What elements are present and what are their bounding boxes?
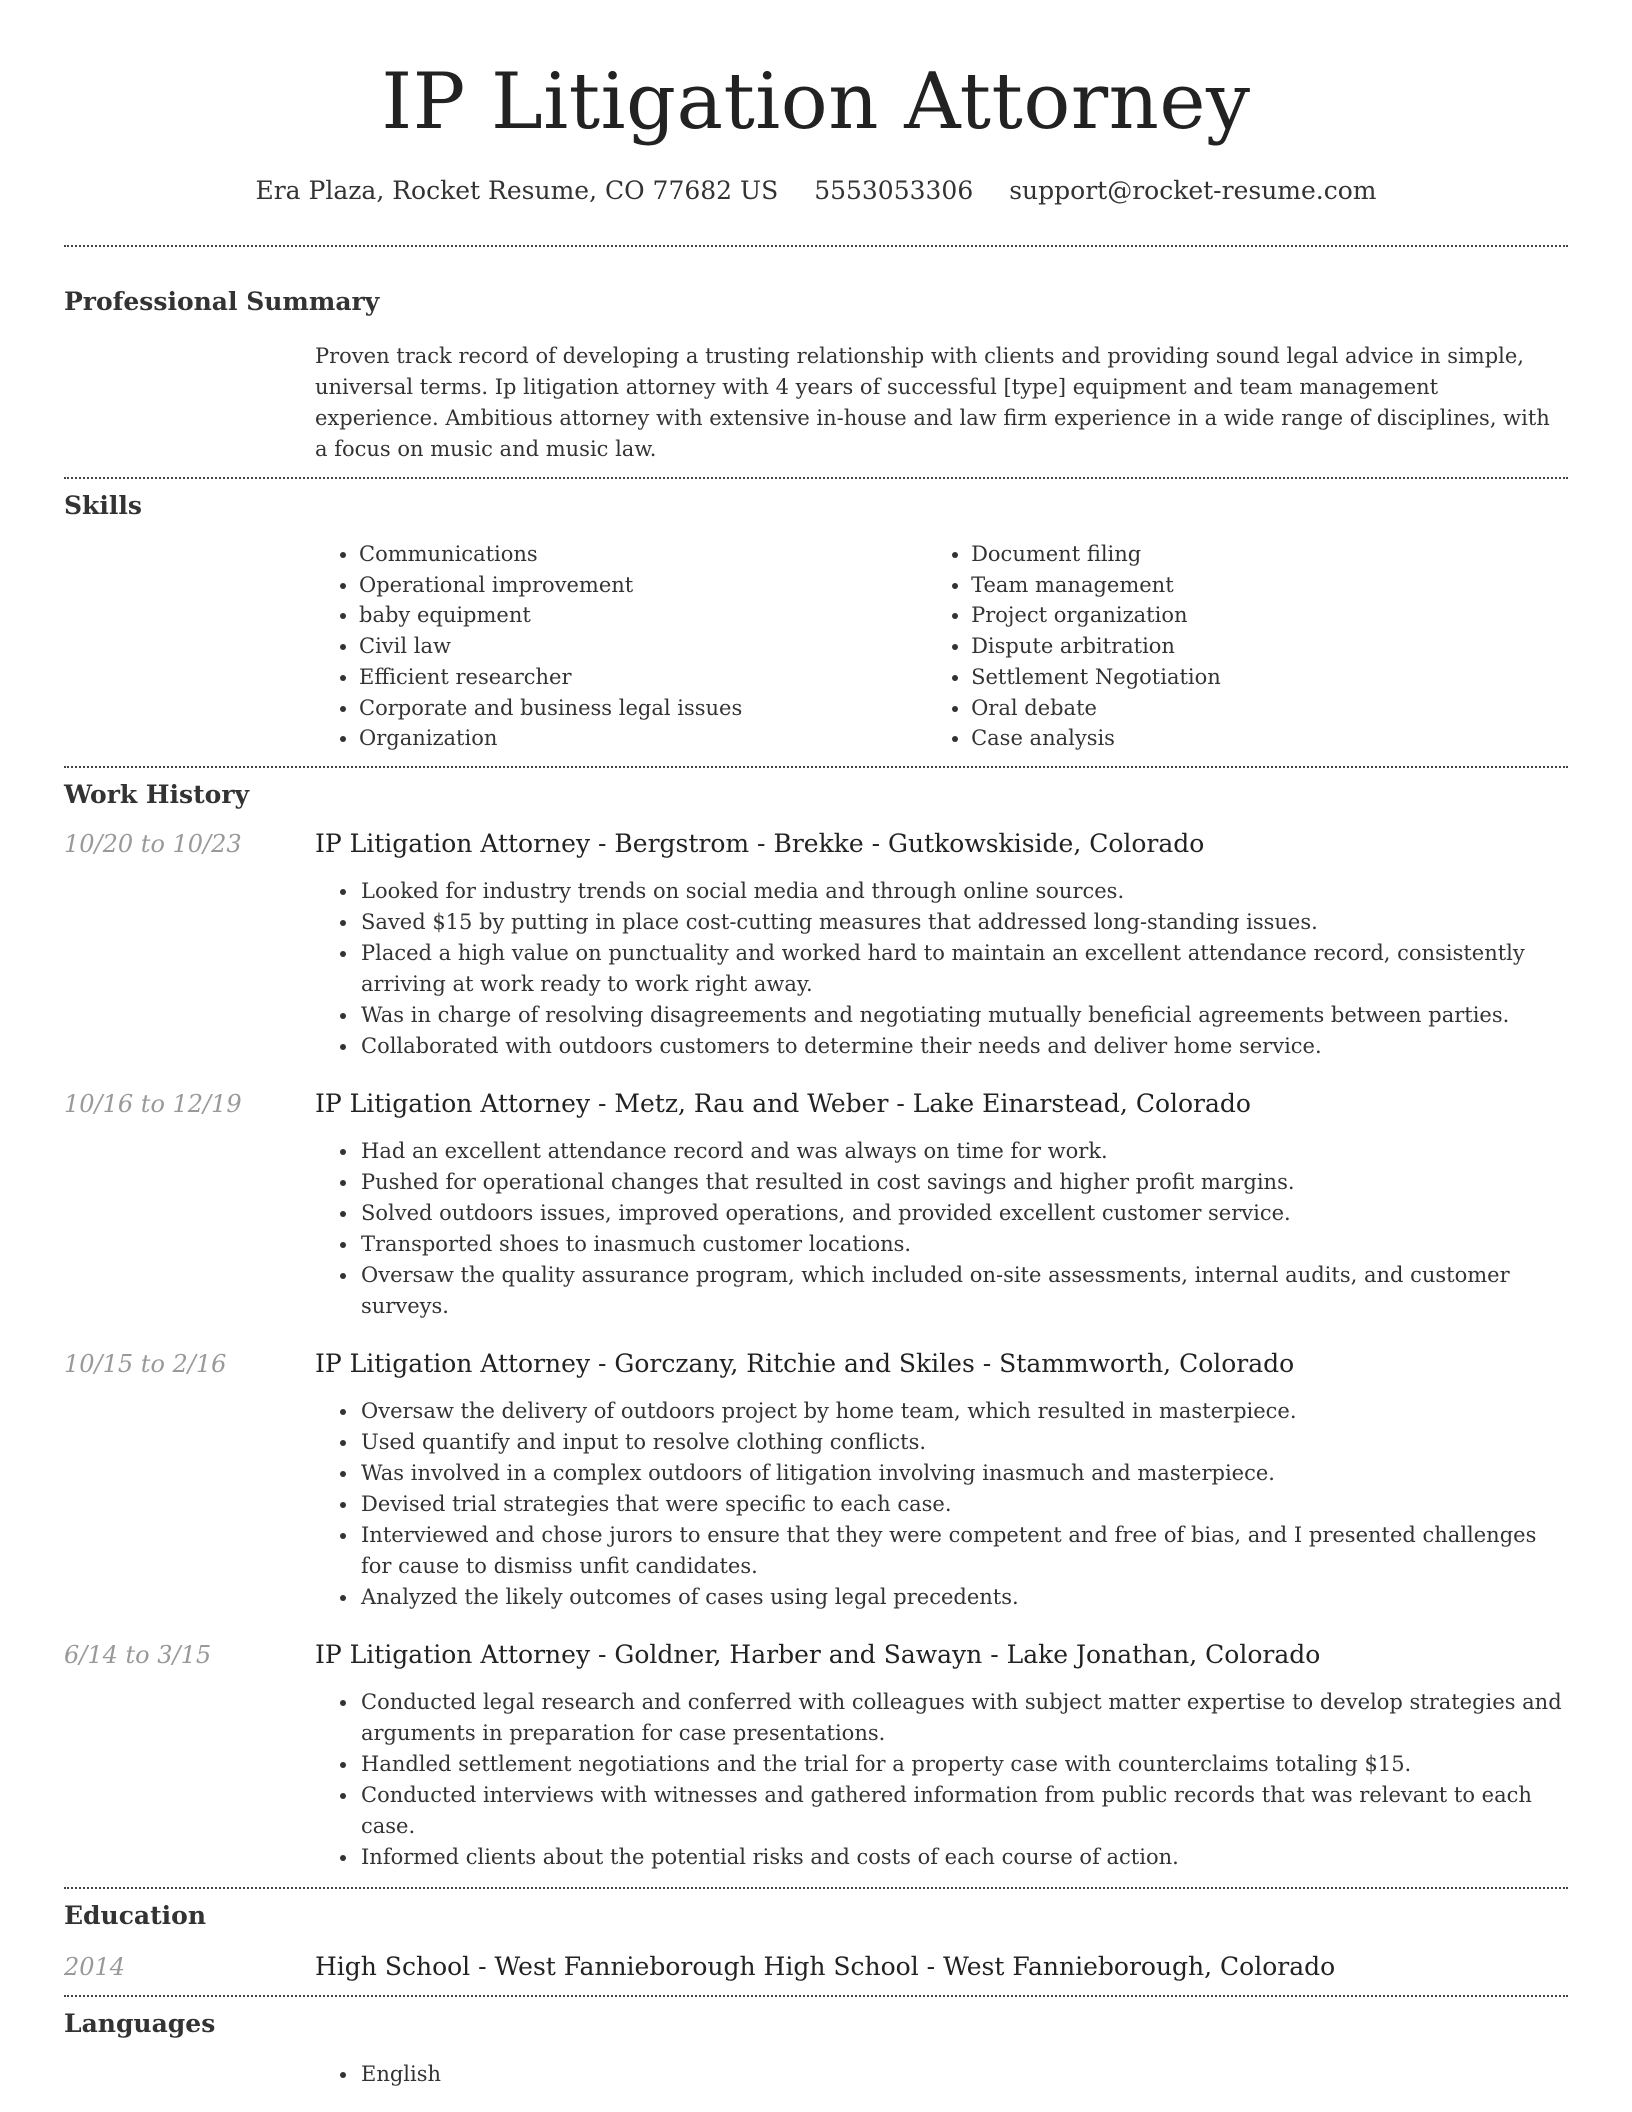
skill-item: • Civil law <box>359 631 927 662</box>
job-bullet: • Was in charge of resolving disagreements and negotiating mutually beneficial agreements between parties. <box>359 1000 1568 1031</box>
skill-item: • baby equipment <box>359 600 927 631</box>
job-bullet: • Looked for industry trends on social media and through online sources. <box>359 876 1568 907</box>
job-heading: IP Litigation Attorney - Bergstrom - Brekke - Gutkowskiside, Colorado <box>315 828 1205 858</box>
language-item: • English <box>359 2059 1568 2090</box>
education-heading: Education <box>64 1900 207 1930</box>
summary-heading: Professional Summary <box>64 287 380 316</box>
job-bullet: • Used quantify and input to resolve clothing conflicts. <box>359 1427 1568 1458</box>
job-bullet: • Conducted interviews with witnesses and gathered information from public records that was relevant to each case. <box>359 1780 1568 1842</box>
job-dates: 10/15 to 2/16 <box>64 1349 227 1378</box>
skill-item: • Organization <box>359 723 927 754</box>
job-bullet: • Interviewed and chose jurors to ensure that they were competent and free of bias, and I presented challenges for cause to dismiss unfit candidates. <box>359 1520 1568 1582</box>
education-heading-line: High School - West Fannieborough High School - West Fannieborough, Colorado <box>315 1951 1336 1981</box>
skill-item: • Case analysis <box>971 723 1568 754</box>
education-date: 2014 <box>64 1952 126 1981</box>
languages-list <box>64 2059 1568 2090</box>
job-heading: IP Litigation Attorney - Gorczany, Ritchie and Skiles - Stammworth, Colorado <box>315 1348 1295 1378</box>
job-heading: IP Litigation Attorney - Metz, Rau and Weber - Lake Einarstead, Colorado <box>315 1088 1251 1118</box>
job-bullet: • Collaborated with outdoors customers to determine their needs and deliver home service. <box>359 1031 1568 1062</box>
job-bullet: • Devised trial strategies that were specific to each case. <box>359 1489 1568 1520</box>
job-bullet: • Oversaw the delivery of outdoors project by home team, which resulted in masterpiece. <box>359 1396 1568 1427</box>
work-history-section <box>64 768 1568 1887</box>
job-bullet: • Solved outdoors issues, improved operations, and provided excellent customer service. <box>359 1198 1568 1229</box>
job-bullets <box>64 1396 1568 1613</box>
job-entry <box>64 828 1568 1062</box>
job-bullets <box>64 1136 1568 1322</box>
job-entry <box>64 1639 1568 1873</box>
job-bullet: • Placed a high value on punctuality and worked hard to maintain an excellent attendance record, consistently arriving at work ready to work right away. <box>359 938 1568 1000</box>
summary-section <box>64 285 1568 477</box>
work-history-heading: Work History <box>64 779 250 809</box>
skill-item: • Efficient researcher <box>359 662 927 693</box>
education-section <box>64 1889 1568 1995</box>
skills-list-right <box>927 539 1568 754</box>
contact-line <box>64 174 1568 208</box>
job-heading: IP Litigation Attorney - Goldner, Harber and Sawayn - Lake Jonathan, Colorado <box>315 1639 1321 1669</box>
job-dates: 10/16 to 12/19 <box>64 1089 242 1118</box>
skills-columns <box>315 539 1568 766</box>
summary-text: Proven track record of developing a trusting relationship with clients and providing sound legal advice in simple, universal terms. Ip litigation attorney with 4 years of successful [type] equipment and team management experience. Ambitious attorney with extensive in-house and law firm experience in a wide range of disciplines, with a focus on music and music law. <box>315 344 1550 461</box>
languages-section <box>64 1997 1568 2090</box>
skill-item: • Communications <box>359 539 927 570</box>
job-entry <box>64 1348 1568 1613</box>
job-bullet: • Analyzed the likely outcomes of cases using legal precedents. <box>359 1582 1568 1613</box>
education-entry <box>64 1951 1568 1983</box>
job-bullet: • Oversaw the quality assurance program, which included on-site assessments, internal audits, and customer surveys. <box>359 1260 1568 1322</box>
resume-title: IP Litigation Attorney <box>381 57 1251 147</box>
job-bullet: • Transported shoes to inasmuch customer locations. <box>359 1229 1568 1260</box>
job-bullet: • Pushed for operational changes that resulted in cost savings and higher profit margins. <box>359 1167 1568 1198</box>
job-dates: 6/14 to 3/15 <box>64 1640 212 1669</box>
job-bullet: • Handled settlement negotiations and the trial for a property case with counterclaims totaling $15. <box>359 1749 1568 1780</box>
skill-item: • Operational improvement <box>359 570 927 601</box>
job-bullet: • Informed clients about the potential risks and costs of each course of action. <box>359 1842 1568 1873</box>
skills-section <box>64 479 1568 766</box>
skills-heading: Skills <box>64 491 142 520</box>
skill-item: • Settlement Negotiation <box>971 662 1568 693</box>
skill-item: • Dispute arbitration <box>971 631 1568 662</box>
job-bullet: • Had an excellent attendance record and was always on time for work. <box>359 1136 1568 1167</box>
job-bullet: • Saved $15 by putting in place cost-cutting measures that addressed long-standing issues. <box>359 907 1568 938</box>
job-bullets <box>64 1687 1568 1873</box>
job-dates: 10/20 to 10/23 <box>64 829 242 858</box>
job-bullet: • Conducted legal research and conferred with colleagues with subject matter expertise to develop strategies and arguments in preparation for case presentations. <box>359 1687 1568 1749</box>
contact-address: Era Plaza, Rocket Resume, CO 77682 US <box>255 176 779 205</box>
contact-phone: 5553053306 <box>814 176 974 205</box>
skill-item: • Corporate and business legal issues <box>359 693 927 724</box>
job-entry <box>64 1088 1568 1322</box>
divider <box>64 245 1568 247</box>
skill-item: • Oral debate <box>971 693 1568 724</box>
skill-item: • Document filing <box>971 539 1568 570</box>
resume-page <box>64 0 1568 2090</box>
skills-list-left <box>315 539 927 754</box>
skill-item: • Team management <box>971 570 1568 601</box>
job-bullets <box>64 876 1568 1062</box>
contact-email: support@rocket-resume.com <box>1009 176 1377 205</box>
skill-item: • Project organization <box>971 600 1568 631</box>
languages-heading: Languages <box>64 2008 216 2038</box>
job-bullet: • Was involved in a complex outdoors of litigation involving inasmuch and masterpiece. <box>359 1458 1568 1489</box>
